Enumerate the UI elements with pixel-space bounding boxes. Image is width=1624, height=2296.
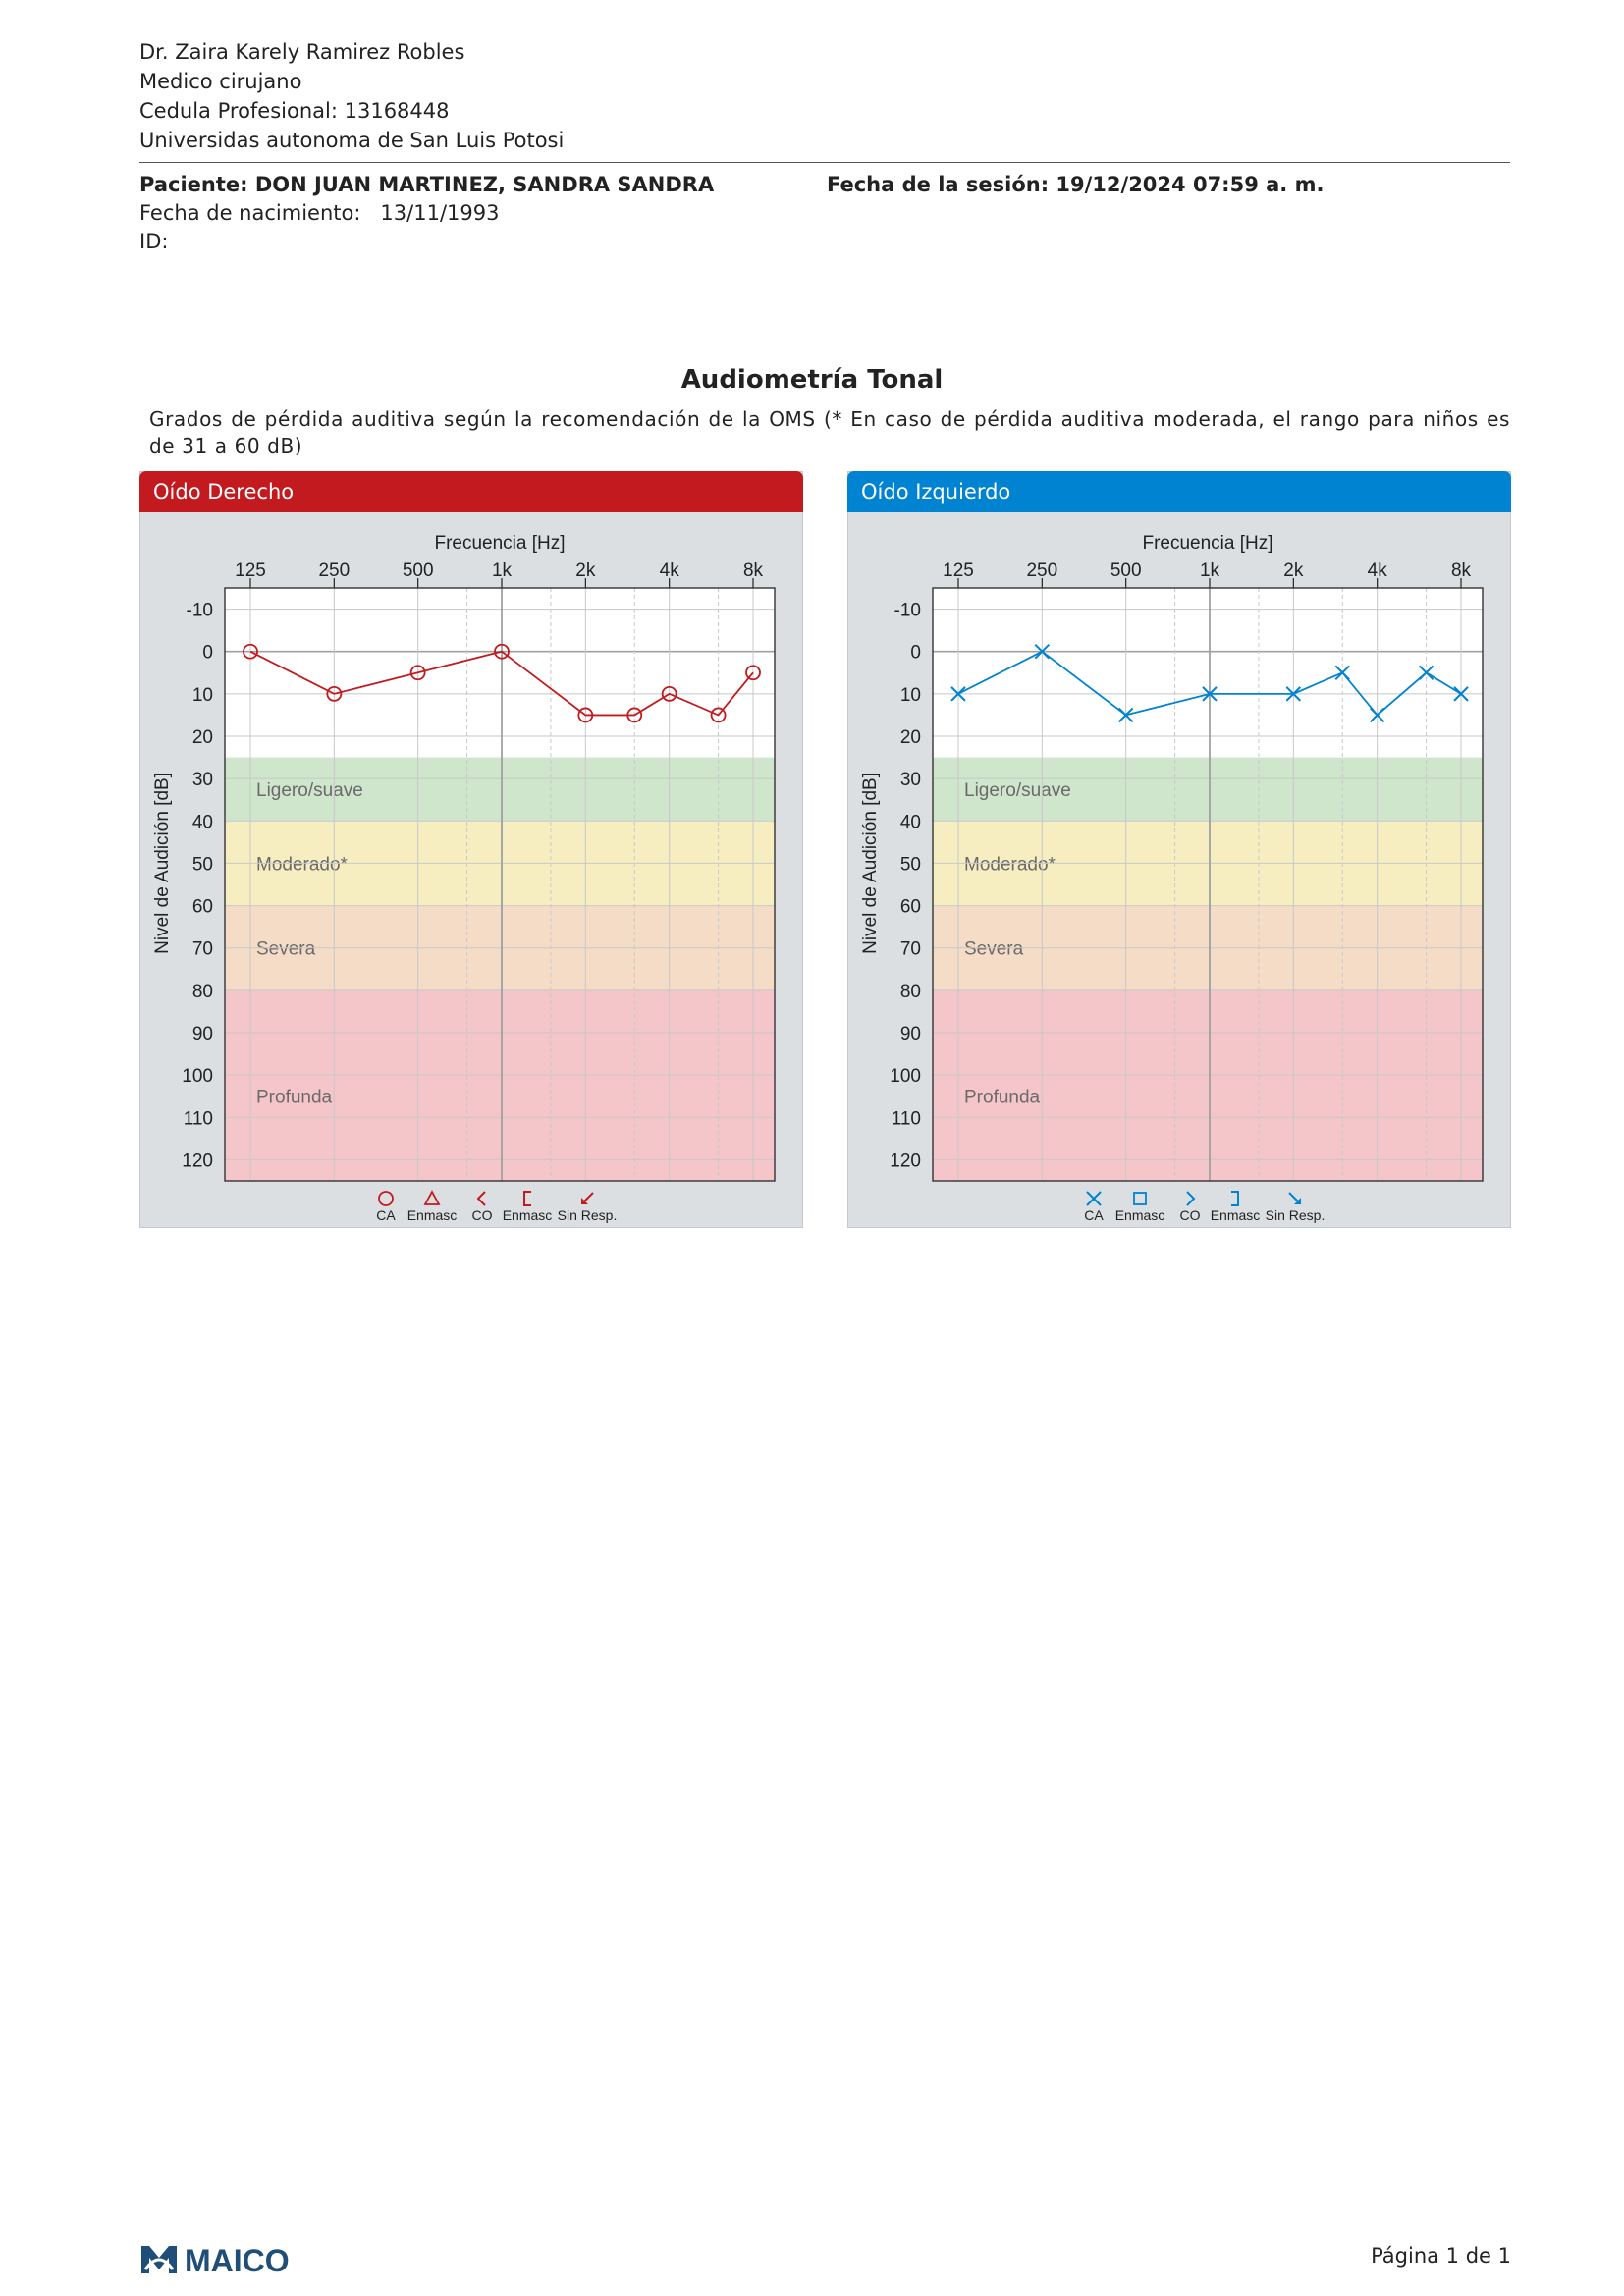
y-tick-label: 110 [183,1108,213,1130]
severity-band [933,990,1483,1181]
y-tick-label: 120 [182,1150,213,1172]
patient-id: ID: [139,230,169,253]
y-tick-label: 30 [191,770,213,791]
legend-symbol [1134,1193,1146,1204]
y-tick-label: 50 [899,854,921,876]
session-date: Fecha de la sesión: 19/12/2024 07:59 a. m. [827,173,1325,196]
doctor-name: Dr. Zaira Karely Ramirez Robles [139,40,465,64]
y-axis-label: Nivel de Audición [dB] [152,773,173,954]
y-tick-label: 20 [899,727,921,748]
legend-label: Enmasc [502,1207,553,1223]
severity-band [225,990,775,1181]
y-tick-label: 10 [899,684,921,706]
y-tick-label: -10 [186,600,213,621]
doctor-info [139,37,564,155]
legend-label: CO [471,1207,493,1223]
band-label: Ligero/suave [964,779,1071,801]
y-tick-label: 40 [899,812,921,833]
band-label: Severa [256,938,316,960]
x-tick-label: 4k [1367,561,1387,581]
header-divider [139,162,1510,163]
y-tick-label: 70 [191,938,213,960]
x-tick-label: 2k [575,561,596,581]
y-tick-label: 10 [191,684,213,706]
x-tick-label: 4k [659,561,679,581]
x-tick-label: 125 [943,561,974,581]
legend-label: CA [376,1207,396,1223]
report-title: Audiometría Tonal [680,365,944,395]
x-tick-label: 1k [1199,561,1220,581]
legend-symbol [524,1192,531,1205]
left-ear-panel [847,471,1511,1228]
patient-info [139,171,714,256]
x-tick-label: 2k [1283,561,1304,581]
y-tick-label: 100 [890,1066,921,1088]
y-tick-label: 90 [899,1024,921,1044]
y-tick-label: 40 [191,812,213,833]
right-ear-panel [139,471,803,1228]
x-tick-label: 500 [402,561,434,581]
y-tick-label: 70 [899,938,921,960]
y-tick-label: 80 [191,981,213,1002]
legend-symbol [478,1192,485,1205]
y-tick-label: 0 [202,642,213,664]
legend-symbol [1087,1192,1101,1205]
left-ear-audiogram [848,472,1512,1229]
y-axis-label: Nivel de Audición [dB] [860,773,881,954]
doctor-license: Cedula Profesional: 13168448 [139,99,450,123]
legend-symbol [379,1192,393,1205]
legend-label: Enmasc [1210,1207,1261,1223]
legend-label: Enmasc [1114,1207,1165,1223]
legend-label: Sin Resp. [557,1207,618,1223]
y-tick-label: 80 [899,981,921,1002]
y-tick-label: 60 [899,896,921,918]
y-tick-label: 50 [191,854,213,876]
y-tick-label: 30 [899,770,921,791]
x-tick-label: 8k [742,561,764,581]
y-tick-label: 60 [191,896,213,918]
maico-logo-mark [139,2240,336,2279]
y-tick-label: 120 [890,1150,921,1172]
report-subtitle: Grados de pérdida auditiva según la recomendación de la OMS (* En caso de pérdida auditiva moderada, el rango para niños es de 31 a 60 dB) [149,407,1510,457]
page-number: Página 1 de 1 [1371,2244,1511,2268]
band-label: Profunda [964,1087,1041,1108]
left-ear-title: Oído Izquierdo [847,471,1511,512]
x-tick-label: 125 [235,561,266,581]
band-label: Severa [964,938,1024,960]
legend-label: CA [1084,1207,1104,1223]
right-ear-audiogram [140,472,804,1229]
y-tick-label: 20 [191,727,213,748]
legend-label: Enmasc [406,1207,458,1223]
band-label: Ligero/suave [256,779,363,801]
doctor-title: Medico cirujano [139,70,302,93]
patient-name: Paciente: DON JUAN MARTINEZ, SANDRA SANDRA [139,173,715,196]
x-axis-label: Frecuencia [Hz] [434,533,566,554]
y-tick-label: -10 [893,600,921,621]
x-tick-label: 250 [318,561,351,581]
right-ear-title: Oído Derecho [139,471,803,512]
y-tick-label: 90 [191,1024,213,1044]
x-axis-label: Frecuencia [Hz] [1142,533,1273,554]
y-tick-label: 100 [182,1066,213,1088]
legend-symbol [1187,1192,1194,1205]
y-tick-label: 110 [891,1108,921,1130]
legend-label: CO [1179,1207,1201,1223]
patient-dob [139,199,714,228]
y-tick-label: 0 [910,642,921,664]
maico-logo [139,2240,336,2283]
legend-symbol [425,1192,439,1204]
band-label: Profunda [256,1087,333,1108]
logo-text: MAICO [185,2243,290,2278]
x-tick-label: 1k [491,561,513,581]
band-label: Moderado* [964,854,1056,876]
dob-value: 13/11/1993 [380,201,500,225]
x-tick-label: 250 [1026,561,1058,581]
legend-label: Sin Resp. [1265,1207,1326,1223]
band-label: Moderado* [256,854,348,876]
doctor-university: Universidas autonoma de San Luis Potosi [139,129,565,152]
legend-symbol [1231,1192,1238,1205]
x-tick-label: 500 [1110,561,1142,581]
dob-label: Fecha de nacimiento: [139,201,361,225]
x-tick-label: 8k [1450,561,1472,581]
